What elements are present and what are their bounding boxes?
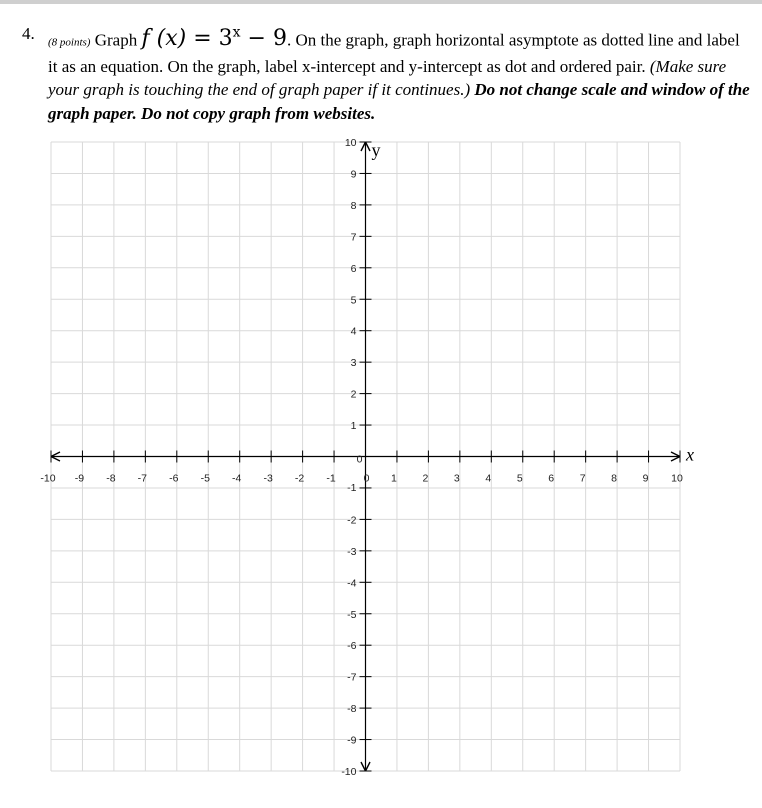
x-tick-label: -8: [106, 472, 116, 485]
question-number: 4.: [22, 24, 35, 43]
x-axis-label: x: [686, 444, 694, 465]
y-tick-label: -2: [347, 514, 357, 527]
instructions-italic: (Make sure your graph is touching the end of graph paper if it continues.): [48, 56, 727, 100]
y-tick-label: 2: [350, 388, 357, 401]
y-tick-label: -4: [347, 577, 357, 590]
x-tick-label: -9: [74, 472, 85, 485]
x-tick-label: 1: [391, 472, 397, 485]
x-tick-label: 4: [485, 472, 492, 485]
y-tick-label: 0: [356, 453, 363, 466]
y-tick-label: 7: [350, 231, 357, 244]
function-name: f (x): [141, 26, 187, 52]
y-tick-label: -5: [347, 608, 357, 621]
x-tick-label: 10: [671, 472, 683, 485]
y-tick-label: 8: [350, 199, 357, 212]
instructions-bold: Do not change scale and window of the graph paper. Do not copy graph from websites.: [48, 80, 750, 123]
x-tick-label: 3: [453, 472, 460, 485]
x-tick-label: -2: [294, 472, 305, 485]
y-tick-label: -1: [347, 481, 357, 494]
x-tick-label: 7: [579, 472, 586, 485]
y-tick-label: -3: [347, 545, 357, 558]
x-tick-label: 9: [642, 472, 649, 485]
instructions: . On the graph, graph horizontal asymptote as dotted line and label it as an equation. On the graph, label x-intercept and y-intercept as dot and ordered pair.: [48, 30, 740, 76]
y-tick-label: 9: [350, 168, 357, 181]
y-tick-label: 3: [350, 357, 357, 370]
y-tick-label: 10: [344, 137, 357, 149]
y-tick-label: -10: [341, 766, 357, 778]
function-rhs: = 3: [193, 26, 233, 52]
y-tick-label: -8: [347, 703, 357, 716]
y-tick-label: -6: [347, 640, 357, 653]
x-tick-label: -7: [137, 472, 148, 485]
x-tick-label: -4: [232, 472, 242, 485]
y-tick-label: 1: [350, 420, 357, 433]
y-tick-label: -7: [347, 671, 357, 684]
x-tick-label: -5: [200, 472, 210, 485]
graph-lead: Graph: [94, 30, 138, 50]
x-tick-label: 6: [548, 472, 555, 485]
x-tick-label: 5: [516, 472, 523, 485]
y-tick-label: 4: [350, 325, 357, 338]
y-tick-label: -9: [347, 734, 357, 747]
y-axis-label: y: [371, 140, 381, 160]
function-exponent: x: [232, 25, 241, 41]
points-label: (8 points): [48, 36, 91, 49]
x-tick-label: 2: [422, 472, 429, 485]
x-tick-label: 0: [363, 472, 370, 485]
y-tick-label: 5: [350, 294, 357, 307]
x-tick-label: -10: [40, 472, 56, 485]
x-tick-label: 8: [611, 472, 618, 485]
function-tail: − 9: [240, 26, 287, 52]
y-tick-label: 6: [350, 262, 357, 275]
x-tick-label: -6: [169, 472, 179, 485]
x-tick-label: -3: [263, 472, 273, 485]
x-tick-label: -1: [326, 472, 336, 485]
